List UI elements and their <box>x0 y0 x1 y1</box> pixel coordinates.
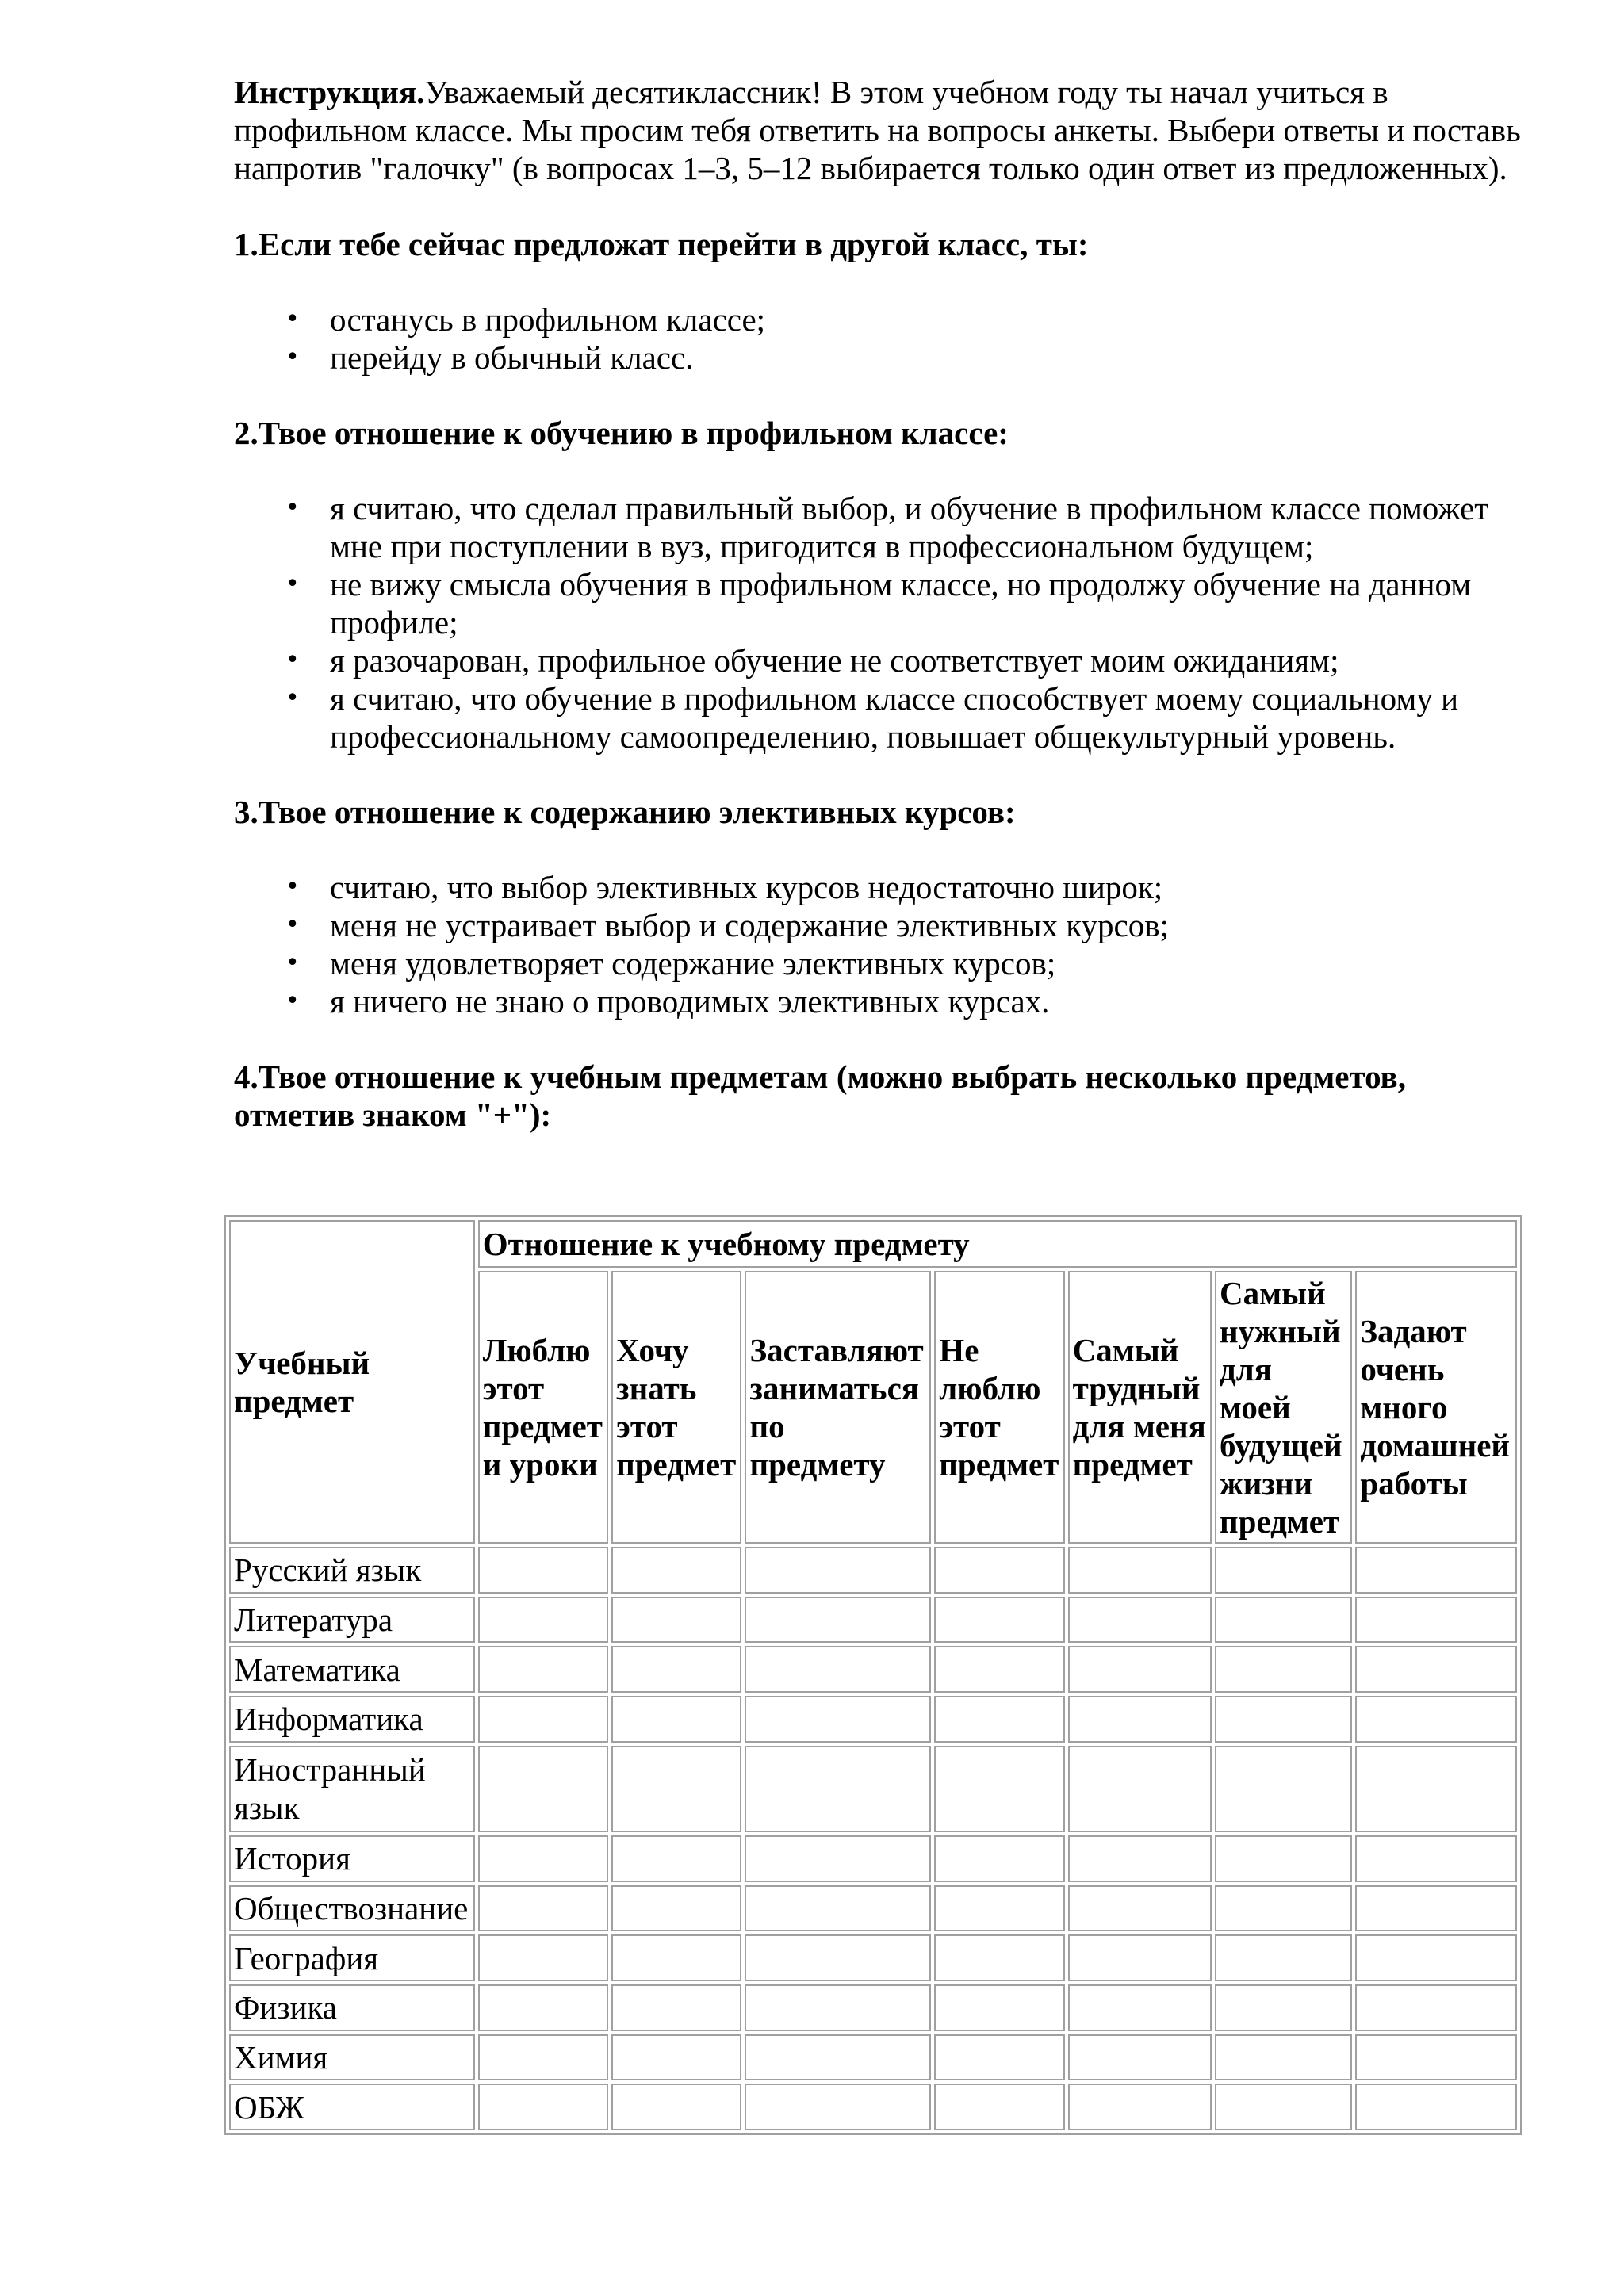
subject-name: Русский язык <box>229 1547 475 1594</box>
answer-cell[interactable] <box>1215 1597 1352 1644</box>
answer-cell[interactable] <box>1355 2084 1517 2130</box>
question-3-title: 3.Твое отношение к содержанию элективных курсов: <box>234 794 1016 830</box>
document-body <box>234 73 1534 1134</box>
column-header: Люблю этот предмет и уроки <box>478 1271 608 1544</box>
answer-cell[interactable] <box>1068 1934 1212 1981</box>
answer-cell[interactable] <box>478 1746 608 1832</box>
instruction-text: Уважаемый десятиклассник! В этом учебном году ты начал учиться в профильном классе. Мы просим тебя ответить на вопросы анкеты. Выбери ответы и поставь напротив "галочку" (в вопросах 1–3, 5–12 выбирается только один ответ из предложенных). <box>234 74 1521 186</box>
question-3-option[interactable]: • я ничего не знаю о проводимых элективных курсах. <box>234 982 1534 1020</box>
answer-cell[interactable] <box>934 1885 1064 1932</box>
question-1-option[interactable]: • перейду в обычный класс. <box>234 339 1534 377</box>
column-header: Заставляют заниматься по предмету <box>745 1271 931 1544</box>
answer-cell[interactable] <box>745 1646 931 1693</box>
answer-cell[interactable] <box>478 1885 608 1932</box>
answer-cell[interactable] <box>1068 1984 1212 2031</box>
column-header: Не люблю этот предмет <box>934 1271 1064 1544</box>
subject-name: История <box>229 1835 475 1882</box>
question-2-options <box>234 489 1534 756</box>
answer-cell[interactable] <box>934 1696 1064 1743</box>
answer-cell[interactable] <box>745 1984 931 2031</box>
answer-cell[interactable] <box>934 2034 1064 2081</box>
table-row <box>229 1835 1517 1882</box>
subject-column-header: Учебный предмет <box>229 1220 475 1544</box>
answer-cell[interactable] <box>478 1835 608 1882</box>
table-row <box>229 1696 1517 1743</box>
question-3-option[interactable]: • меня не устраивает выбор и содержание элективных курсов; <box>234 906 1534 944</box>
answer-cell[interactable] <box>1355 1597 1517 1644</box>
answer-cell[interactable] <box>478 1934 608 1981</box>
question-1-option[interactable]: • останусь в профильном классе; <box>234 300 1534 339</box>
question-3-options <box>234 868 1534 1020</box>
answer-cell[interactable] <box>1355 1984 1517 2031</box>
answer-cell[interactable] <box>1355 1835 1517 1882</box>
answer-cell[interactable] <box>1215 2084 1352 2130</box>
answer-cell[interactable] <box>745 1547 931 1594</box>
answer-cell[interactable] <box>1215 1984 1352 2031</box>
answer-cell[interactable] <box>745 1696 931 1743</box>
answer-cell[interactable] <box>611 1597 741 1644</box>
answer-cell[interactable] <box>934 1934 1064 1981</box>
answer-cell[interactable] <box>745 2034 931 2081</box>
answer-cell[interactable] <box>1068 1597 1212 1644</box>
table-row <box>229 1746 1517 1832</box>
answer-cell[interactable] <box>1068 2084 1212 2130</box>
answer-cell[interactable] <box>478 1984 608 2031</box>
question-3-option[interactable]: • меня удовлетворяет содержание элективных курсов; <box>234 944 1534 982</box>
answer-cell[interactable] <box>611 1984 741 2031</box>
instruction-label: Инструкция. <box>234 74 425 110</box>
table-row <box>229 1547 1517 1594</box>
answer-cell[interactable] <box>745 1885 931 1932</box>
answer-cell[interactable] <box>1068 1746 1212 1832</box>
subject-attitude-table <box>224 1215 1522 2135</box>
question-2-option[interactable]: • я считаю, что обучение в профильном классе способствует моему социальному и профессиональному самоопределению, повышает общекультурный уровень. <box>234 679 1534 756</box>
question-2-title: 2.Твое отношение к обучению в профильном классе: <box>234 415 1009 451</box>
answer-cell[interactable] <box>1355 1746 1517 1832</box>
question-3-option[interactable]: • считаю, что выбор элективных курсов недостаточно широк; <box>234 868 1534 906</box>
answer-cell[interactable] <box>1355 1646 1517 1693</box>
subject-name: Обществознание <box>229 1885 475 1932</box>
answer-cell[interactable] <box>1068 2034 1212 2081</box>
table-row <box>229 1597 1517 1644</box>
table-row <box>229 1934 1517 1981</box>
answer-cell[interactable] <box>1068 1547 1212 1594</box>
table-row <box>229 1984 1517 2031</box>
answer-cell[interactable] <box>478 2034 608 2081</box>
answer-cell[interactable] <box>1215 1696 1352 1743</box>
question-1-options <box>234 300 1534 377</box>
answer-cell[interactable] <box>1068 1696 1212 1743</box>
answer-cell[interactable] <box>1215 1885 1352 1932</box>
subject-name: Литература <box>229 1597 475 1644</box>
table-row <box>229 2084 1517 2130</box>
answer-cell[interactable] <box>611 1646 741 1693</box>
question-2-option[interactable]: • я считаю, что сделал правильный выбор, и обучение в профильном классе поможет мне при поступлении в вуз, пригодится в профессиональном будущем; <box>234 489 1534 565</box>
answer-cell[interactable] <box>1068 1885 1212 1932</box>
answer-cell[interactable] <box>745 1746 931 1832</box>
answer-cell[interactable] <box>478 1696 608 1743</box>
answer-cell[interactable] <box>611 2084 741 2130</box>
subject-name: Математика <box>229 1646 475 1693</box>
question-2-option[interactable]: • я разочарован, профильное обучение не соответствует моим ожиданиям; <box>234 641 1534 679</box>
subject-name: Химия <box>229 2034 475 2081</box>
answer-cell[interactable] <box>1215 1934 1352 1981</box>
subject-name: Физика <box>229 1984 475 2031</box>
answer-cell[interactable] <box>1355 2034 1517 2081</box>
answer-cell[interactable] <box>745 2084 931 2130</box>
table-row <box>229 2034 1517 2081</box>
answer-cell[interactable] <box>1215 1746 1352 1832</box>
question-2-option[interactable]: • не вижу смысла обучения в профильном классе, но продолжу обучение на данном профиле; <box>234 565 1534 641</box>
answer-cell[interactable] <box>611 1885 741 1932</box>
subject-name: Информатика <box>229 1696 475 1743</box>
answer-cell[interactable] <box>1355 1885 1517 1932</box>
answer-cell[interactable] <box>1355 1547 1517 1594</box>
answer-cell[interactable] <box>745 1934 931 1981</box>
answer-cell[interactable] <box>934 1746 1064 1832</box>
answer-cell[interactable] <box>1355 1934 1517 1981</box>
answer-cell[interactable] <box>934 1597 1064 1644</box>
answer-cell[interactable] <box>934 1547 1064 1594</box>
answer-cell[interactable] <box>611 1547 741 1594</box>
question-4-title: 4.Твое отношение к учебным предметам (можно выбрать несколько предметов, отметив знаком "+"): <box>234 1058 1406 1133</box>
answer-cell[interactable] <box>1215 2034 1352 2081</box>
column-header: Хочу знать этот предмет <box>611 1271 741 1544</box>
answer-cell[interactable] <box>478 1646 608 1693</box>
answer-cell[interactable] <box>478 2084 608 2130</box>
table-row <box>229 1646 1517 1693</box>
answer-cell[interactable] <box>478 1547 608 1594</box>
answer-cell[interactable] <box>1215 1547 1352 1594</box>
answer-cell[interactable] <box>1215 1835 1352 1882</box>
answer-cell[interactable] <box>611 2034 741 2081</box>
answer-cell[interactable] <box>934 1984 1064 2031</box>
column-header: Самый трудный для меня предмет <box>1068 1271 1212 1544</box>
answer-cell[interactable] <box>1215 1646 1352 1693</box>
answer-cell[interactable] <box>478 1597 608 1644</box>
instruction-paragraph <box>234 73 1534 187</box>
subject-name: ОБЖ <box>229 2084 475 2130</box>
column-header: Самый нужный для моей будущей жизни предмет <box>1215 1271 1352 1544</box>
answer-cell[interactable] <box>611 1934 741 1981</box>
column-header: Задают очень много домашней работы <box>1355 1271 1517 1544</box>
table-row <box>229 1885 1517 1932</box>
answer-cell[interactable] <box>611 1696 741 1743</box>
answer-cell[interactable] <box>934 1835 1064 1882</box>
answer-cell[interactable] <box>745 1597 931 1644</box>
answer-cell[interactable] <box>1068 1646 1212 1693</box>
subject-name: География <box>229 1934 475 1981</box>
answer-cell[interactable] <box>934 1646 1064 1693</box>
answer-cell[interactable] <box>611 1835 741 1882</box>
answer-cell[interactable] <box>1068 1835 1212 1882</box>
attitude-group-header: Отношение к учебному предмету <box>478 1220 1517 1268</box>
question-1-title: 1.Если тебе сейчас предложат перейти в другой класс, ты: <box>234 226 1089 262</box>
subject-name <box>229 1746 475 1832</box>
answer-cell[interactable] <box>1355 1696 1517 1743</box>
answer-cell[interactable] <box>611 1746 741 1832</box>
subject-name-text: Иностранный язык <box>234 1751 426 1827</box>
answer-cell[interactable] <box>745 1835 931 1882</box>
answer-cell[interactable] <box>934 2084 1064 2130</box>
